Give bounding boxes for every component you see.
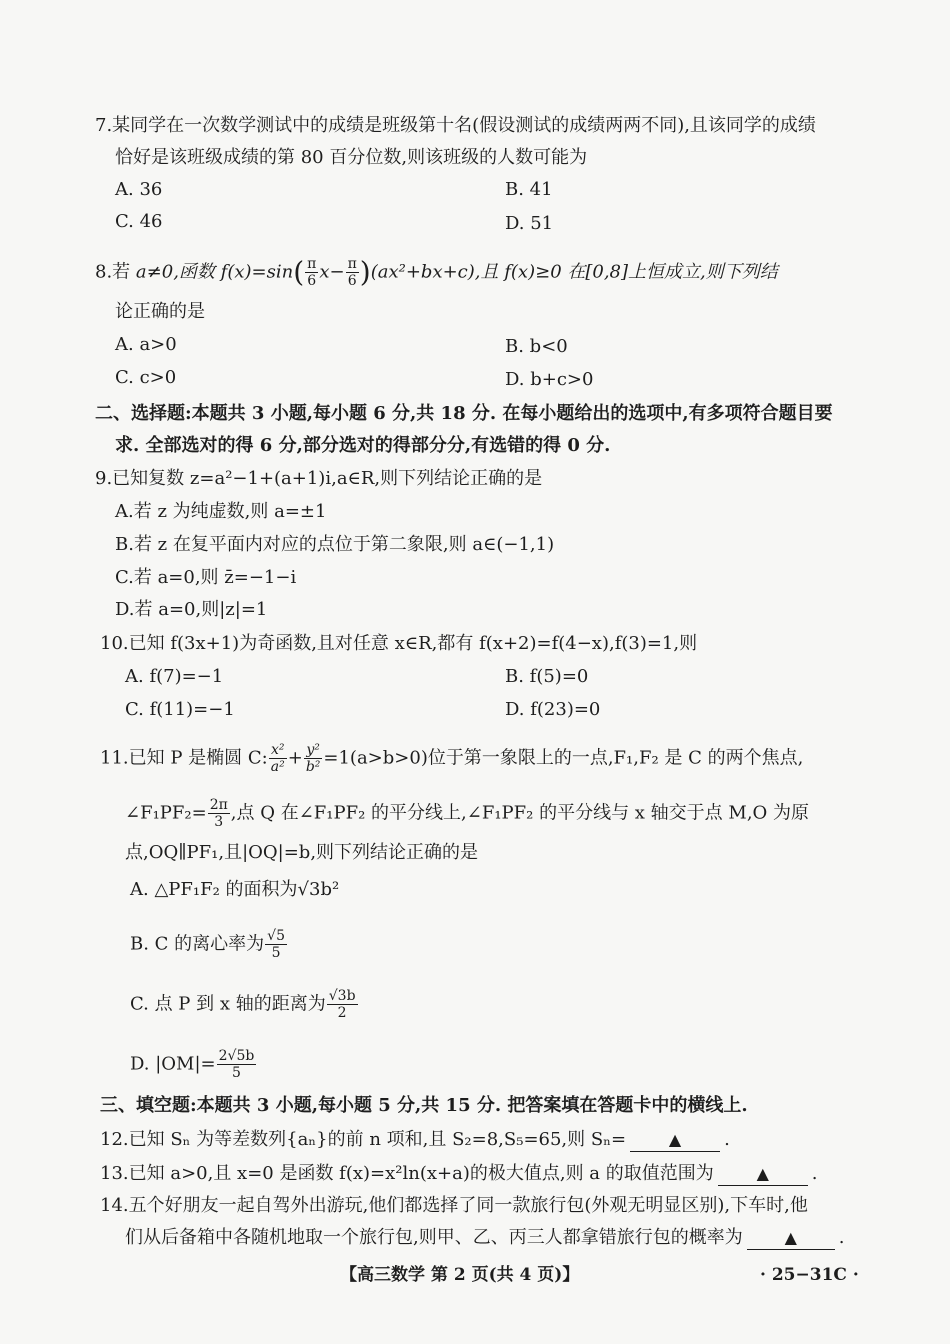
- q8-frac-2: $\frac{\pi}{6}$: [347, 256, 357, 289]
- q8-option-d: D. b+c>0: [505, 369, 594, 390]
- q8-stem-line2: 论正确的是: [115, 301, 205, 322]
- page-footer: 【高三数学 第 2 页(共 4 页)】: [340, 1265, 580, 1285]
- section2-heading-line1: 二、选择题:本题共 3 小题,每小题 6 分,共 18 分. 在每小题给出的选项中,有多项符合题目要: [95, 403, 833, 424]
- q14-answer-blank[interactable]: [747, 1227, 835, 1250]
- q7-option-d: D. 51: [505, 213, 554, 234]
- q11-frac-x: $\frac{\text{x²}}{\text{a²}}$: [270, 742, 285, 775]
- q11-stem-line1: 11.已知 P 是椭圆 C: $\frac{\text{x²}}{\text{a²}}$ + $\frac{\text{y²}}{\text{b²}}$ =1(a>b>0)位于第一象限上的一点,F₁,F₂ 是 C 的两个焦点,: [100, 742, 804, 775]
- q11-option-c: C. 点 P 到 x 轴的距离为 $\frac{√3b}{2}$: [130, 988, 356, 1021]
- q8-tail: f(x)≥0 在[0,8]上恒成立,则下列结: [504, 261, 778, 283]
- q8-stem-line1: 8.若 a≠0,函数 f(x)=sin( $\frac{\pi}{6}$ x− $\frac{\pi}{6}$ )(ax²+bx+c),且 f(x)≥0 在[0,8]上恒成立,则下列结: [95, 255, 778, 289]
- section2-heading-line2: 求. 全部选对的得 6 分,部分选对的得部分分,有选错的得 0 分.: [115, 435, 611, 456]
- q9-option-a: A.若 z 为纯虚数,则 a=±1: [115, 501, 327, 522]
- q8-paren-close: ): [359, 255, 371, 289]
- triangle-icon: ▲: [668, 1130, 682, 1149]
- q7-stem-line1: 7.某同学在一次数学测试中的成绩是班级第十名(假设测试的成绩两两不同),且该同学的成绩: [95, 115, 816, 136]
- q8-paren-open: (: [293, 255, 305, 289]
- q8-x: x: [319, 261, 330, 283]
- q8-option-c: C. c>0: [115, 367, 177, 388]
- q11-option-c-frac: $\frac{√3b}{2}$: [328, 988, 356, 1021]
- q14-stem-line2: 们从后备箱中各随机地取一个旅行包,则甲、乙、丙三人都拿错旅行包的概率为 ▲ .: [125, 1227, 845, 1248]
- q13-stem: 13.已知 a>0,且 x=0 是函数 f(x)=x²ln(x+a)的极大值点,则 a 的取值范围为 ▲ .: [100, 1163, 818, 1184]
- q7-stem-line2: 恰好是该班级成绩的第 80 百分位数,则该班级的人数可能为: [115, 147, 588, 168]
- q11-frac-angle: $\frac{2\pi}{3}$: [209, 797, 228, 830]
- q11-stem-c: ∠F₁PF₂=: [125, 802, 207, 824]
- q12-stem: 12.已知 Sₙ 为等差数列{aₙ}的前 n 项和,且 S₂=8,S₅=65,则 Sₙ= ▲ .: [100, 1129, 730, 1150]
- section3-heading: 三、填空题:本题共 3 小题,每小题 5 分,共 15 分. 把答案填在答题卡中的横线上.: [100, 1095, 748, 1116]
- q8-option-a: A. a>0: [115, 334, 177, 355]
- q11-option-b: B. C 的离心率为 $\frac{√5}{5}$: [130, 928, 285, 961]
- q11-option-a-value: √3b²: [297, 879, 340, 900]
- q8-prefix: 8.若: [95, 261, 131, 283]
- q11-stem-line2: [125, 797, 809, 830]
- q11-option-a: A. △PF₁F₂ 的面积为√3b²: [130, 879, 340, 900]
- q9-stem: 9.已知复数 z=a²−1+(a+1)i,a∈R,则下列结论正确的是: [95, 468, 543, 489]
- q10-stem: 10.已知 f(3x+1)为奇函数,且对任意 x∈R,都有 f(x+2)=f(4−x),f(3)=1,则: [100, 633, 698, 654]
- q13-answer-blank[interactable]: [718, 1163, 808, 1186]
- triangle-icon: ▲: [784, 1228, 797, 1247]
- q14-stem-line1: 14.五个好朋友一起自驾外出游玩,他们都选择了同一款旅行包(外观无明显区别),下车时,他: [100, 1195, 808, 1216]
- q8-middle: (ax²+bx+c),且: [370, 261, 499, 283]
- q11-frac-y: $\frac{\text{y²}}{\text{b²}}$: [305, 742, 321, 775]
- exam-code: · 25−31C ·: [760, 1265, 859, 1285]
- q11-option-d: D. |OM|= $\frac{2√5b}{5}$: [130, 1048, 255, 1081]
- q7-option-b: B. 41: [505, 179, 553, 200]
- q7-option-c: C. 46: [115, 211, 163, 232]
- q10-option-b: B. f(5)=0: [505, 666, 589, 687]
- q11-option-d-frac: $\frac{2√5b}{5}$: [218, 1048, 255, 1081]
- q8-option-b: B. b<0: [505, 336, 568, 357]
- q9-option-c: C.若 a=0,则 z̄=−1−i: [115, 567, 297, 588]
- q10-option-a: A. f(7)=−1: [125, 666, 224, 687]
- q12-answer-blank[interactable]: [630, 1129, 720, 1152]
- q11-option-b-frac: $\frac{√5}{5}$: [267, 928, 285, 961]
- q8-frac-1: $\frac{\pi}{6}$: [307, 256, 317, 289]
- q10-option-c: C. f(11)=−1: [125, 699, 235, 720]
- q11-stem-a: 11.已知 P 是椭圆 C:: [100, 747, 268, 769]
- q9-option-b: B.若 z 在复平面内对应的点位于第二象限,则 a∈(−1,1): [115, 534, 555, 555]
- q8-cond: a≠0,函数: [135, 261, 215, 283]
- q7-option-a: A. 36: [115, 179, 163, 200]
- q11-stem-line3: 点,OQ∥PF₁,且|OQ|=b,则下列结论正确的是: [125, 842, 479, 863]
- q8-func: f(x)=sin: [220, 261, 294, 283]
- triangle-icon: ▲: [756, 1164, 769, 1183]
- q9-option-d: D.若 a=0,则|z|=1: [115, 599, 268, 620]
- q10-option-d: D. f(23)=0: [505, 699, 601, 720]
- q11-stem-b: =1(a>b>0)位于第一象限上的一点,F₁,F₂ 是 C 的两个焦点,: [323, 747, 804, 769]
- q11-stem-d: ,点 Q 在∠F₁PF₂ 的平分线上,∠F₁PF₂ 的平分线与 x 轴交于点 M,O 为原: [230, 802, 810, 824]
